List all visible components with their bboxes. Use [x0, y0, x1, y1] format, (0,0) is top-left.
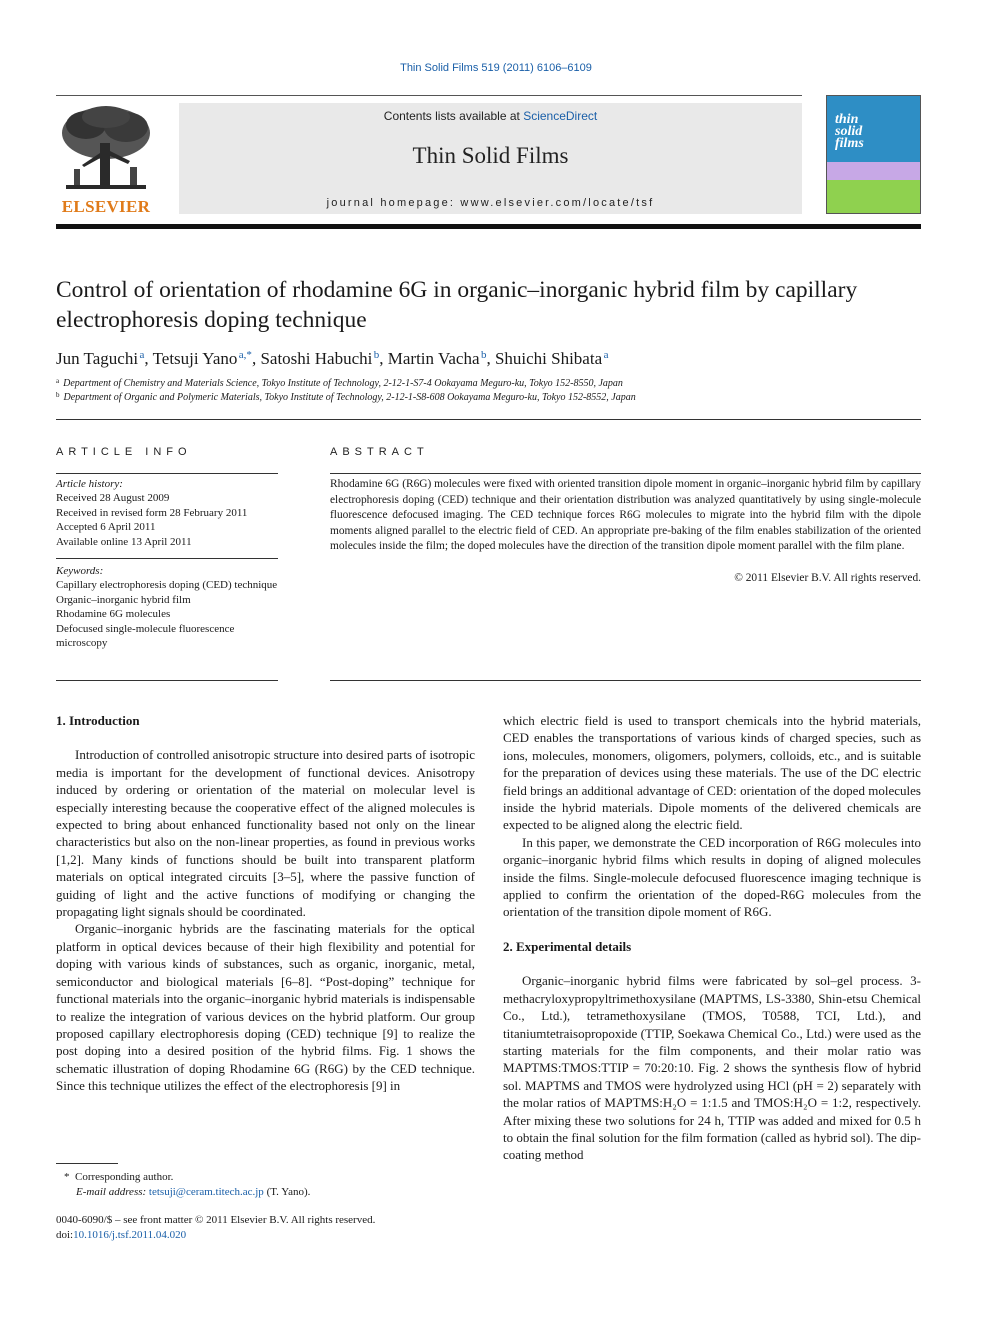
article-info-heading: ARTICLE INFO — [56, 446, 192, 458]
corresponding-author-text: Corresponding author. — [75, 1171, 174, 1183]
paragraph: Organic–inorganic hybrids are the fascinating materials for the optical platform in optical devices because of their high flexibility and potential for doping with various kinds of substances, such as organic, inorganic, metal, semiconductor and biological materials [6–8]. “Post-doping” technique for functional materials into the organic–inorganic hybrid materials is indispensable to realize the integration of various devices on the hybrid platform. Our group proposed capillary electrophoresis doping (CED) technique [9] to realize the post doping into a desired position of the hybrid films. Fig. 1 shows the schematic illustration of doping Rhodamine 6G (R6G) by the CED technique. Since this technique utilizes the effect of the electrophoresis [9] in — [56, 921, 475, 1094]
contents-available-line — [179, 109, 802, 123]
abstract-heading: ABSTRACT — [330, 446, 429, 458]
paragraph: In this paper, we demonstrate the CED incorporation of R6G molecules into organic–inorganic hybrid films which results in doping of aligned molecules inside the films. Single-molecule defocused fluorescence imaging technique is applied to confirm the orientation of the doped-R6G molecules from the orientation of the transition dipole moment of R6G. — [503, 834, 921, 920]
author-name[interactable]: Satoshi Habuchi — [260, 349, 373, 368]
abstract-rule — [330, 473, 921, 474]
section-heading-experimental: 2. Experimental details — [503, 938, 632, 954]
article-info-bottom-rule — [56, 680, 278, 681]
author-list: Jun Taguchi $^a$, Tetsuji Yano $^{a,*}$, Satoshi Habuchi $^b$, Martin Vacha $^b$, Shuichi Shibata $^a$ — [56, 349, 609, 368]
email-label: E-mail address: — [76, 1186, 149, 1198]
abstract-bottom-rule — [330, 680, 921, 681]
keywords-block — [56, 564, 278, 650]
email-link[interactable]: tetsuji@ceram.titech.ac.jp — [148, 1186, 264, 1198]
paragraph: Organic–inorganic hybrid films were fabricated by sol–gel process. 3-methacryloxypropyltrimethoxysilane (MAPTMS, LS-3380, Shin-etsu Chemical Co., Ltd.), tetramethoxysilane (TMOS, T0588, TCI, Ltd.), and titaniumtetraisopropoxide (TTIP, Soekawa Chemical Co., Ltd.) were used as the starting materials for the film components, and their molar ratio was MAPTMS:TMOS:TTIP = 70:20:10. Fig. 2 shows the synthesis flow of hybrid sol. MAPTMS and TMOS were hydrolyzed using HCl (pH = 2) separately with the molar ratios of MAPTMS:H₂O = 1:1.5 and TMOS:H₂O = 1:2, respectively. After mixing these two solutions for 24 h, TTIP was added and mixed for 0.5 h to obtain the final solution for the film formation (called as hybrid sol). The dip-coating method — [503, 973, 921, 1163]
elsevier-wordmark: ELSEVIER — [61, 197, 151, 216]
history-revised: Received in revised form 28 February 2011 — [56, 506, 248, 519]
issn-line: 0040-6090/$ – see front matter © 2011 Elsevier B.V. All rights reserved. — [56, 1214, 376, 1226]
email-note — [56, 1185, 476, 1200]
doi-label: doi: — [56, 1229, 74, 1241]
email-suffix: (T. Yano). — [263, 1186, 311, 1198]
cover-green-band — [827, 180, 920, 214]
keyword-item: Organic–inorganic hybrid film — [56, 593, 191, 606]
affiliation-b — [56, 391, 926, 403]
history-received: Received 28 August 2009 — [56, 492, 170, 505]
author-affiliation-marker[interactable]: a — [139, 349, 145, 361]
keyword-item: Defocused single-molecule fluorescence microscopy — [56, 622, 235, 650]
article-history-heading: Article history: — [56, 478, 123, 490]
contents-prefix: Contents lists available at — [383, 109, 524, 123]
keywords-heading: Keywords: — [56, 565, 104, 577]
affiliation-text: Department of Chemistry and Materials Science, Tokyo Institute of Technology, 2-12-1-S7-4 Ookayama Meguro-ku, Tokyo 152-8550, Japan — [63, 378, 623, 389]
doi-link[interactable]: 10.1016/j.tsf.2011.04.020 — [73, 1229, 187, 1241]
paragraph: which electric field is used to transport chemicals into the hybrid materials, CED enables the transportations of various kinds of charged species, such as ions, molecules, monomers, oligomers, polymers, colloids, etc., and is suitable for the preparation of devices using these materials. The use of the DC electric field brings an additional advantage of CED: orientation of the doped molecules inside the hybrid materials. Dipole moments of the delivered chemicals are expected to be aligned along the electric field. — [503, 713, 921, 833]
section-heading-introduction: 1. Introduction — [56, 713, 140, 728]
author-name[interactable]: Jun Taguchi — [56, 349, 139, 368]
article-info-rule — [56, 473, 278, 474]
journal-homepage[interactable]: journal homepage: www.elsevier.com/locate/tsf — [326, 197, 655, 209]
journal-banner — [179, 103, 802, 214]
tree-logo-graphic — [56, 103, 156, 195]
abstract-copyright: © 2011 Elsevier B.V. All rights reserved. — [734, 572, 921, 584]
author-affiliation-marker[interactable]: b — [480, 349, 487, 361]
keyword-item: Rhodamine 6G molecules — [56, 608, 171, 621]
abstract-text: Rhodamine 6G (R6G) molecules were fixed with oriented transition dipole moment in organic–inorganic hybrid film by capillary electrophoresis doping (CED) technique and their orientation distribution was analyzed quantitatively by using single-molecule fluorescence defocused imaging. The CED technique forces R6G molecules to migrate into the hybrid film with the dipole moments aligned parallel to the electric field of CED. An appropriate pre-baking of the film enables stabilization of the oriented molecules inside the film; the doped molecules have the direction of the transition dipole moment parallel with the film plane. — [330, 478, 921, 553]
article-title: Control of orientation of rhodamine 6G in organic–inorganic hybrid film by capillary electrophoresis doping technique — [56, 277, 858, 333]
journal-citation[interactable]: Thin Solid Films 519 (2011) 6106–6109 — [400, 62, 592, 74]
cover-logo — [835, 114, 864, 150]
author-name[interactable]: Martin Vacha — [387, 349, 480, 368]
history-accepted: Accepted 6 April 2011 — [56, 521, 156, 534]
body-column-right — [503, 712, 921, 1164]
footnote-star: * — [64, 1171, 70, 1183]
affiliation-text: Department of Organic and Polymeric Materials, Tokyo Institute of Technology, 2-12-1-S8-608 Ookayama Meguro-ku, Tokyo 152-8552, Japan — [63, 392, 636, 403]
article-history — [56, 477, 278, 549]
author-affiliation-marker[interactable]: a — [603, 349, 609, 361]
cover-word-2: solid — [835, 124, 863, 139]
affiliation-marker: a — [56, 377, 60, 385]
masthead-top-rule — [56, 95, 802, 96]
header-divider — [56, 419, 921, 420]
keyword-item: Capillary electrophoresis doping (CED) technique — [56, 579, 278, 592]
author-affiliation-marker[interactable]: a,* — [238, 349, 252, 361]
paragraph: Introduction of controlled anisotropic structure into desired parts of isotropic media is important for the development of functional devices. Anisotropy induced by ordering or orientation of the material on molecular level is especially interesting because the cooperative effect of the aligned molecules is expected to bring about enhanced functionality based not only on the linear characteristics but also on the non-linear properties, as found in previous works [1,2]. Many kinds of functions should be built into transparent platform materials on optical integrated circuits [3–5], where the passive function of guiding of light and the active functions of modifying or changing the propagating light signals should be coordinated. — [56, 747, 475, 920]
cover-word-1: thin — [835, 112, 859, 127]
author-name[interactable]: Tetsuji Yano — [152, 349, 238, 368]
keywords-rule — [56, 558, 278, 559]
history-online: Available online 13 April 2011 — [56, 535, 192, 548]
cover-purple-band — [827, 162, 920, 180]
masthead-bottom-rule — [56, 224, 921, 229]
author-affiliation-marker[interactable]: b — [373, 349, 380, 361]
corresponding-author-note — [56, 1170, 476, 1185]
body-column-left — [56, 712, 475, 1095]
sciencedirect-link[interactable]: ScienceDirect — [523, 109, 598, 123]
doi-line — [56, 1228, 476, 1243]
journal-cover-thumbnail[interactable] — [826, 95, 921, 214]
footnote-rule — [56, 1163, 118, 1164]
journal-title: Thin Solid Films — [412, 143, 569, 168]
cover-word-3: films — [835, 136, 864, 151]
author-name[interactable]: Shuichi Shibata — [494, 349, 603, 368]
affiliation-a — [56, 377, 926, 389]
affiliation-marker: b — [56, 391, 60, 399]
